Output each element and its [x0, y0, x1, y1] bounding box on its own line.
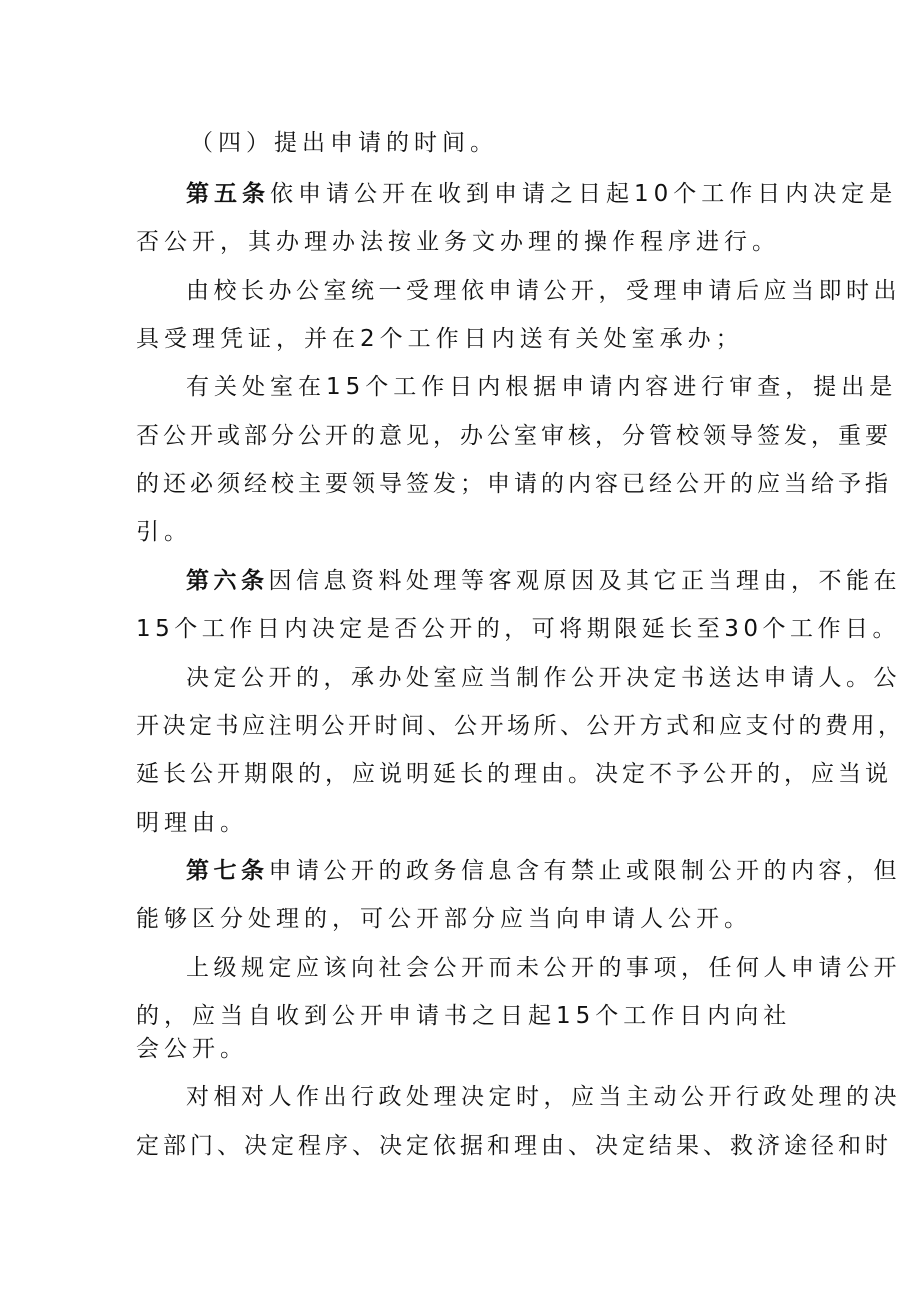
article-body-6: 因信息资料处理等客观原因及其它正当理由，不能在: [268, 568, 901, 594]
article-body-5: 依申请公开在收到申请之日起10个工作日内决定是: [270, 181, 898, 207]
text-line: 延长公开期限的，应说明延长的理由。决定不予公开的，应当说: [136, 761, 892, 787]
text-line: 定部门、决定程序、决定依据和理由、决定结果、救济途径和时: [136, 1133, 892, 1159]
text-line: 15个工作日内决定是否公开的，可将期限延长至30个工作日。: [136, 616, 901, 642]
text-line: 否公开，其办理办法按业务文办理的操作程序进行。: [136, 229, 780, 255]
text-line: 具受理凭证，并在2个工作日内送有关处室承办；: [136, 326, 744, 352]
text-line: 否公开或部分公开的意见，办公室审核，分管校领导签发，重要: [136, 423, 892, 449]
text-line-sub-item-4: （四）提出申请的时间。: [190, 130, 498, 156]
text-line: 有关处室在15个工作日内根据申请内容进行审查，提出是: [186, 374, 898, 400]
text-line: 开决定书应注明公开时间、公开场所、公开方式和应支付的费用，: [136, 713, 905, 739]
text-line: 对相对人作出行政处理决定时，应当主动公开行政处理的决: [186, 1084, 901, 1110]
text-line: 的，应当自收到公开申请书之日起15个工作日内向社: [136, 1003, 792, 1029]
text-line: 会公开。: [136, 1036, 248, 1062]
text-line: 明理由。: [136, 810, 248, 836]
text-line: 由校长办公室统一受理依申请公开，受理申请后应当即时出: [186, 278, 901, 304]
text-line-article-5: [186, 179, 897, 209]
text-line: 引。: [136, 519, 192, 545]
article-heading-6: 第六条: [186, 568, 269, 594]
text-line: 的还必须经校主要领导签发；申请的内容已经公开的应当给予指: [136, 471, 892, 497]
text-line: 决定公开的，承办处室应当制作公开决定书送达申请人。公: [186, 665, 901, 691]
text-line-article-6: [186, 566, 901, 596]
text-line: 能够区分处理的，可公开部分应当向申请人公开。: [136, 906, 752, 932]
article-heading-5: 第五条: [186, 181, 270, 207]
article-heading-7: 第七条: [186, 858, 269, 884]
text-line-article-7: [186, 856, 901, 886]
article-body-7: 申请公开的政务信息含有禁止或限制公开的内容，但: [268, 858, 901, 884]
text-line: 上级规定应该向社会公开而未公开的事项，任何人申请公开: [186, 955, 901, 981]
